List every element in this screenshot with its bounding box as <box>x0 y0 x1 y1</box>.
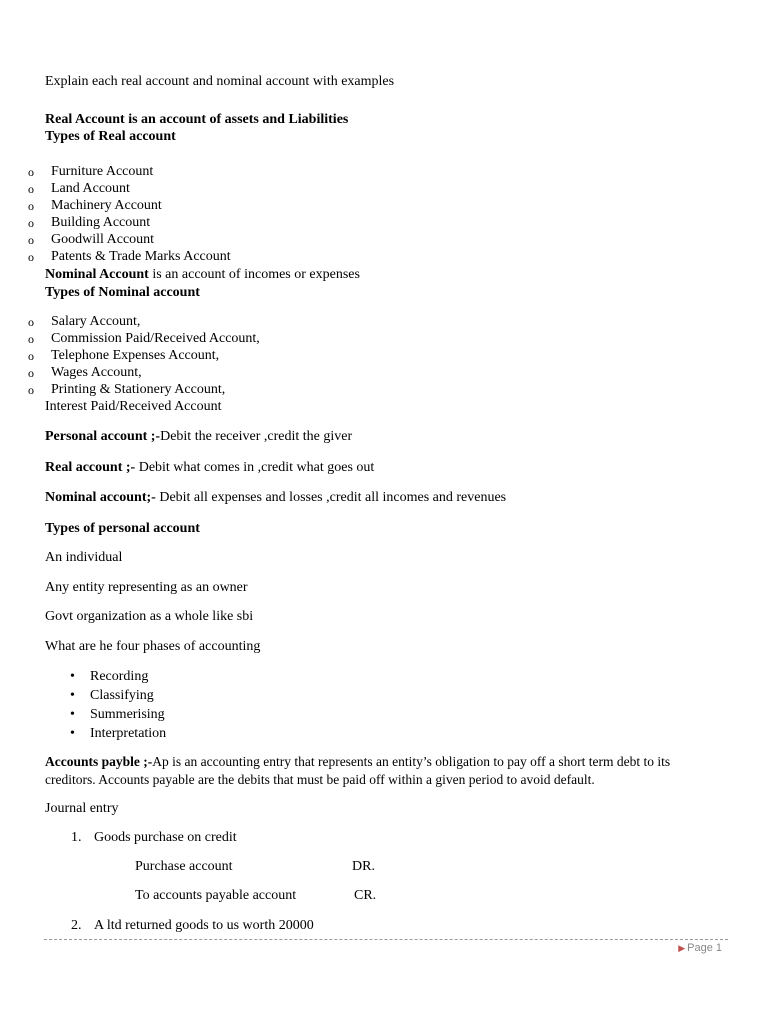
journal-entry-number: 2. <box>71 918 82 933</box>
accounts-payable-line2: creditors. Accounts payable are the debits that must be paid off within a given period to avoid default. <box>45 772 595 787</box>
bullet-icon: o <box>28 349 34 363</box>
real-account-types-heading: Types of Real account <box>45 129 176 144</box>
bullet-icon: o <box>28 250 34 264</box>
bullet-icon: • <box>70 688 75 703</box>
bullet-icon: • <box>70 707 75 722</box>
journal-credit-side: CR. <box>354 888 377 903</box>
real-account-definition: Real Account is an account of assets and Liabilities <box>45 112 349 127</box>
journal-credit-account: To accounts payable account <box>135 888 297 903</box>
journal-entry-number: 1. <box>71 830 82 845</box>
bullet-icon: o <box>28 233 34 247</box>
personal-type-item: An individual <box>45 550 123 565</box>
personal-types-heading: Types of personal account <box>45 521 200 536</box>
bullet-icon: o <box>28 366 34 380</box>
journal-entry-text: A ltd returned goods to us worth 20000 <box>94 918 314 933</box>
bullet-icon: o <box>28 216 34 230</box>
bullet-icon: o <box>28 332 34 346</box>
page-marker-icon: ▶ <box>678 943 686 953</box>
footer-divider <box>44 939 728 940</box>
personal-type-item: Any entity representing as an owner <box>45 580 248 595</box>
bullet-icon: o <box>28 199 34 213</box>
journal-heading: Journal entry <box>45 801 119 816</box>
bullet-icon: o <box>28 182 34 196</box>
personal-type-item: Govt organization as a whole like sbi <box>45 609 254 624</box>
phases-question: What are he four phases of accounting <box>45 639 261 654</box>
page-number: ▶ Page 1 <box>678 942 722 954</box>
bullet-icon: o <box>28 165 34 179</box>
bullet-icon: • <box>70 726 75 741</box>
rule-personal-account: Personal account ;-Debit the receiver ,credit the giver <box>45 429 353 444</box>
bullet-icon: • <box>70 669 75 684</box>
journal-debit-account: Purchase account <box>135 859 233 874</box>
journal-debit-side: DR. <box>352 859 375 874</box>
journal-entry-text: Goods purchase on credit <box>94 830 237 845</box>
nominal-account-types-heading: Types of Nominal account <box>45 285 200 300</box>
question-title: Explain each real account and nominal account with examples <box>45 74 395 89</box>
bullet-icon: o <box>28 383 34 397</box>
nominal-account-definition: Nominal Account is an account of incomes or expenses <box>45 267 360 282</box>
nominal-extra-line: Interest Paid/Received Account <box>45 399 222 414</box>
rule-real-account: Real account ;- Debit what comes in ,credit what goes out <box>45 460 375 475</box>
rule-nominal-account: Nominal account;- Debit all expenses and losses ,credit all incomes and revenues <box>45 490 507 505</box>
bullet-icon: o <box>28 315 34 329</box>
accounts-payable-line1: Accounts payble ;-Ap is an accounting entry that represents an entity’s obligation to pay off a short term debt to its <box>45 754 671 769</box>
